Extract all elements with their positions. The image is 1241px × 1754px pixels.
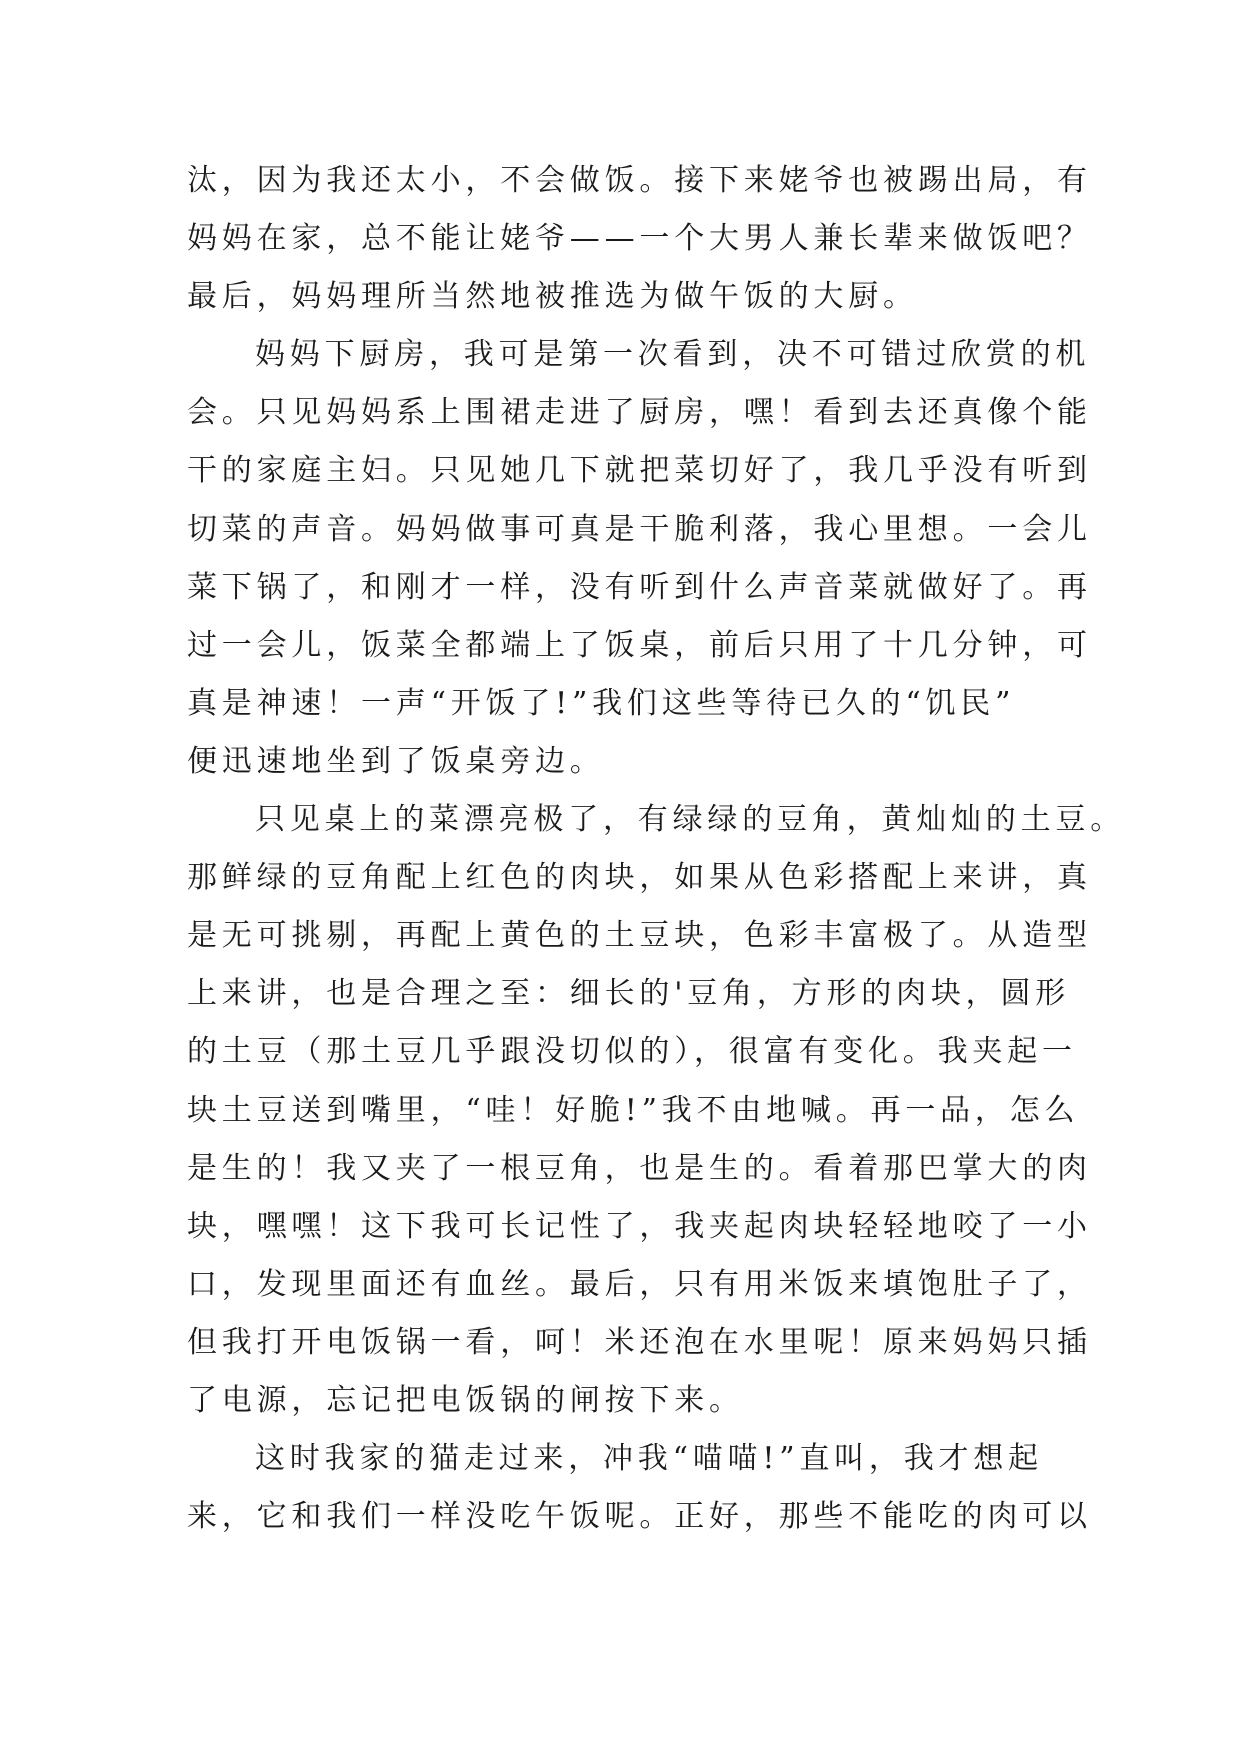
text-line: 妈妈在家，总不能让姥爷——一个大男人兼长辈来做饭吧？	[187, 221, 1092, 257]
text-line: 过一会儿，饭菜全都端上了饭桌，前后只用了十几分钟，可	[187, 627, 1092, 663]
text-line: 但我打开电饭锅一看，呵！米还泡在水里呢！原来妈妈只插	[187, 1324, 1092, 1360]
text-line: 菜下锅了，和刚才一样，没有听到什么声音菜就做好了。再	[187, 569, 1092, 605]
paragraph-first-line: 只见桌上的菜漂亮极了，有绿绿的豆角，黄灿灿的土豆。	[255, 802, 1125, 838]
text-line: 口，发现里面还有血丝。最后，只有用米饭来填饱肚子了，	[187, 1266, 1092, 1302]
paragraph-first-line: 这时我家的猫走过来，冲我“喵喵!”直叫，我才想起	[255, 1441, 1043, 1477]
text-line: 是生的！我又夹了一根豆角，也是生的。看着那巴掌大的肉	[187, 1150, 1092, 1186]
text-line: 便迅速地坐到了饭桌旁边。	[187, 743, 605, 779]
text-line: 会。只见妈妈系上围裙走进了厨房，嘿！看到去还真像个能	[187, 395, 1092, 431]
text-line: 块，嘿嘿！这下我可长记性了，我夹起肉块轻轻地咬了一小	[187, 1208, 1092, 1244]
text-line: 是无可挑剔，再配上黄色的土豆块，色彩丰富极了。从造型	[187, 918, 1092, 954]
text-line: 了电源，忘记把电饭锅的闸按下来。	[187, 1382, 744, 1418]
body-text	[187, 152, 1125, 1546]
text-line: 切菜的声音。妈妈做事可真是干脆利落，我心里想。一会儿	[187, 511, 1092, 547]
text-line: 干的家庭主妇。只见她几下就把菜切好了，我几乎没有听到	[187, 453, 1092, 489]
text-line: 来，它和我们一样没吃午饭呢。正好，那些不能吃的肉可以	[187, 1499, 1092, 1535]
text-line: 真是神速！一声“开饭了!”我们这些等待已久的“饥民”	[187, 685, 1016, 721]
paragraph-first-line: 妈妈下厨房，我可是第一次看到，决不可错过欣赏的机	[255, 337, 1091, 373]
text-line: 块土豆送到嘴里，“哇！好脆!”我不由地喊。再一品，怎么	[187, 1092, 1080, 1128]
text-line: 的土豆（那土豆几乎跟没切似的），很富有变化。我夹起一	[187, 1034, 1077, 1070]
text-line: 那鲜绿的豆角配上红色的肉块，如果从色彩搭配上来讲，真	[187, 860, 1092, 896]
text-line: 汰，因为我还太小，不会做饭。接下来姥爷也被踢出局，有	[187, 163, 1092, 198]
text-line: 最后，妈妈理所当然地被推选为做午饭的大厨。	[187, 279, 918, 315]
text-line: 上来讲，也是合理之至：细长的'豆角，方形的肉块，圆形	[187, 976, 1071, 1012]
